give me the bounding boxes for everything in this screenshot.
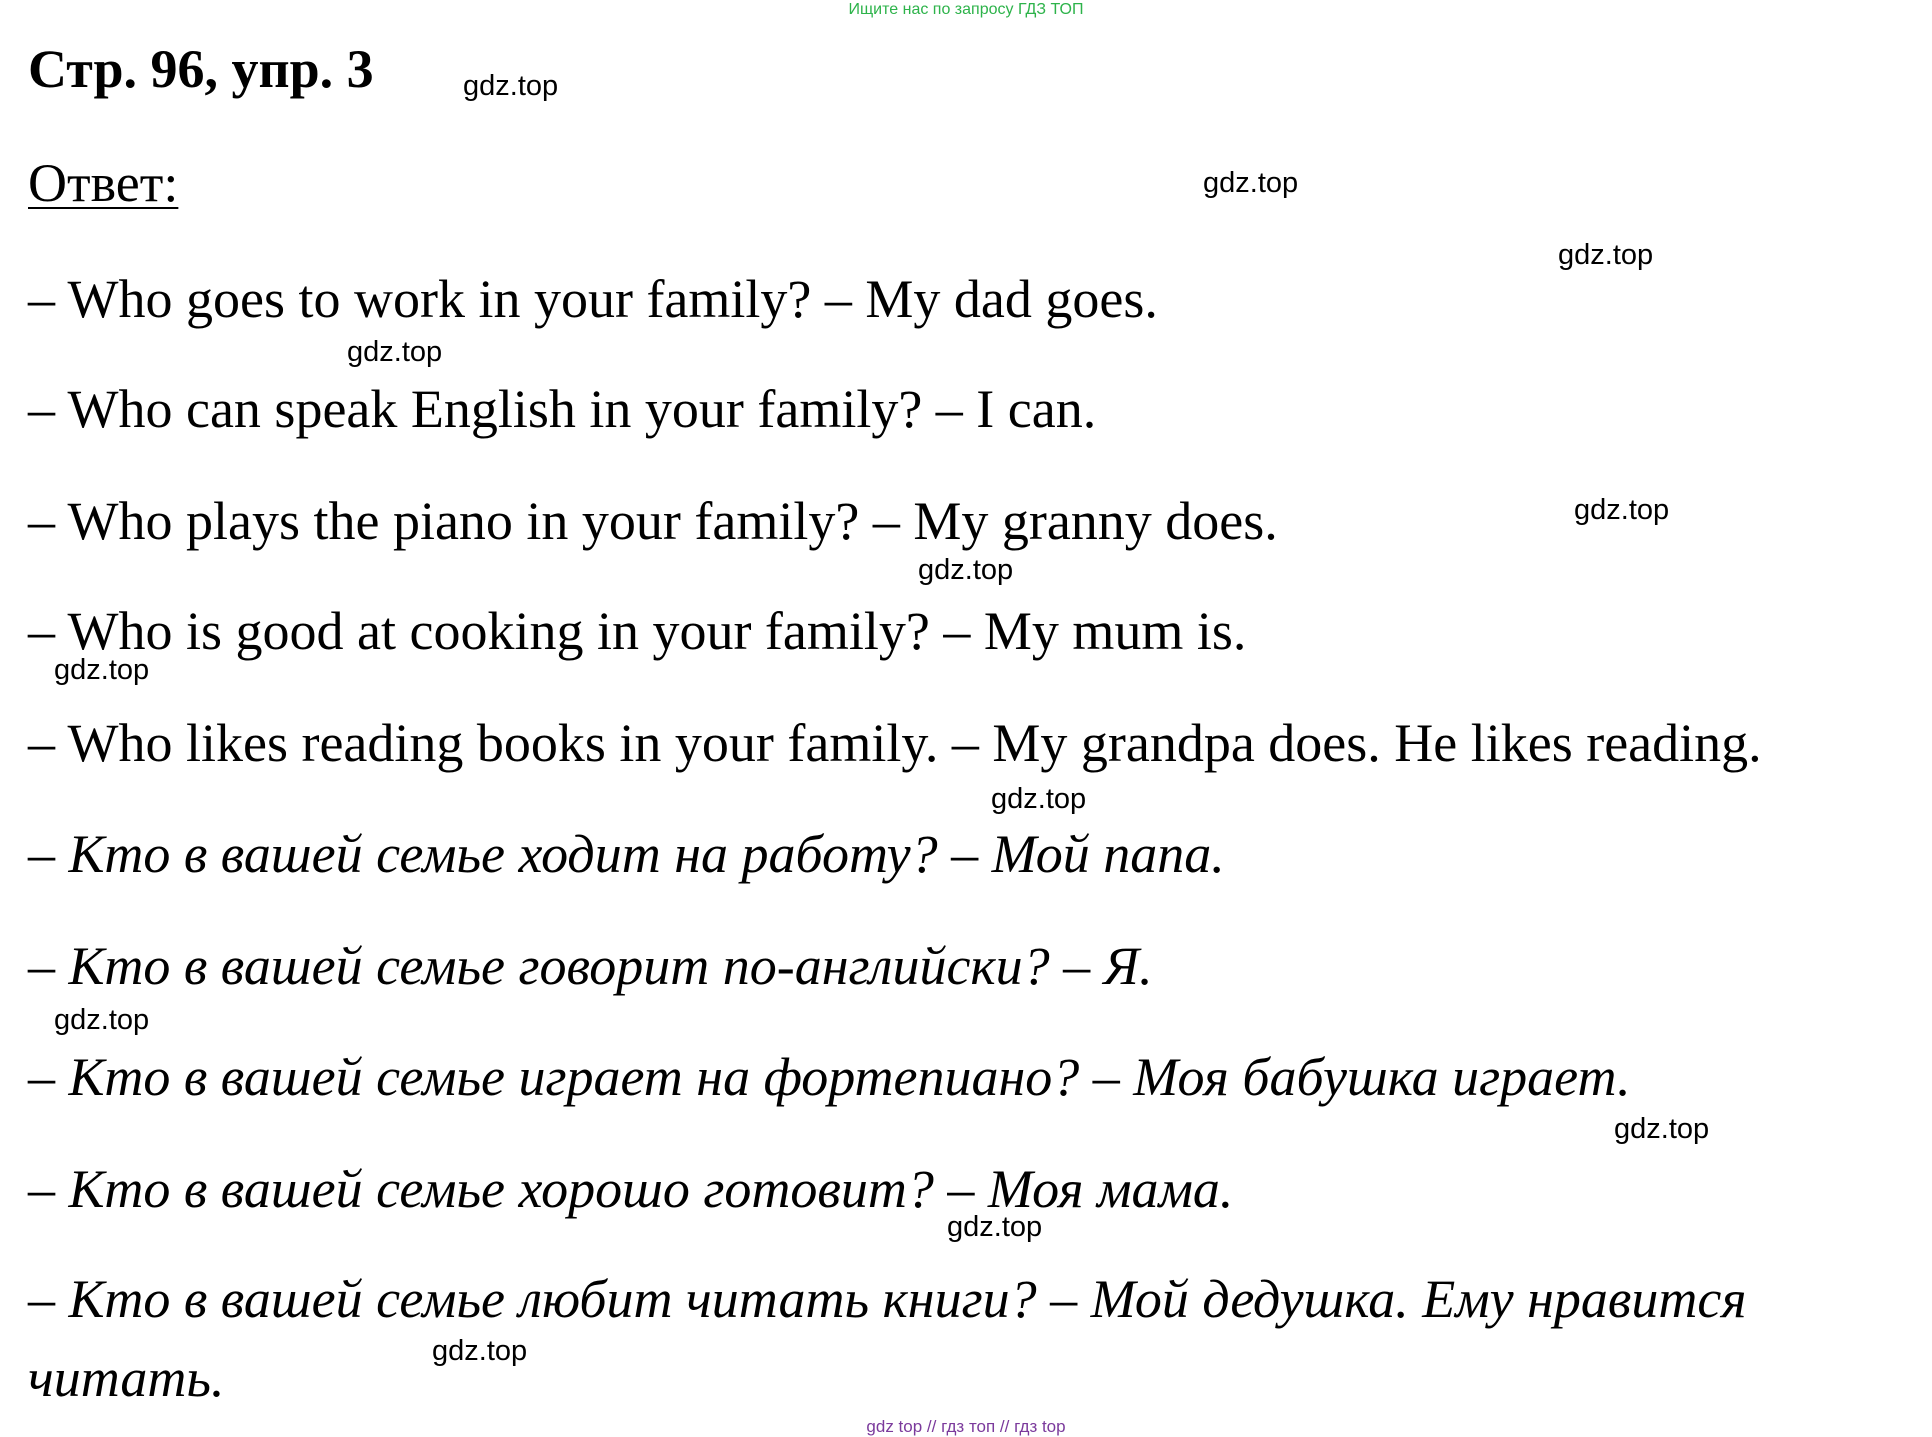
watermark: gdz.top [432, 1335, 528, 1367]
answer-line-en-1: – Who goes to work in your family? – My dad goes. [28, 269, 1158, 329]
watermark: gdz.top [1574, 494, 1670, 526]
footer: gdz top // гдз топ // гдз top [866, 1417, 1066, 1436]
watermark: gdz.top [918, 554, 1014, 586]
watermark: gdz.top [463, 70, 559, 102]
answer-line-en-2: – Who can speak English in your family? – I can. [28, 379, 1097, 439]
answer-line-ru-2: – Кто в вашей семье говорит по-английски? – Я. [28, 936, 1153, 996]
answer-line-ru-4: – Кто в вашей семье хорошо готовит? – Моя мама. [28, 1159, 1234, 1219]
watermark: gdz.top [1614, 1113, 1710, 1145]
page-title: Стр. 96, упр. 3 [28, 39, 374, 99]
answer-line-en-4: – Who is good at cooking in your family? – My mum is. [28, 601, 1247, 661]
watermark: gdz.top [347, 336, 443, 368]
answer-line-ru-6: читать. [28, 1348, 225, 1408]
watermark: gdz.top [1203, 167, 1299, 199]
answer-line-ru-3: – Кто в вашей семье играет на фортепиано? – Моя бабушка играет. [28, 1047, 1631, 1107]
answer-line-ru-5: – Кто в вашей семье любит читать книги? – Мой дедушка. Ему нравится [28, 1269, 1747, 1329]
answer-label: Ответ: [28, 153, 179, 213]
watermark: gdz.top [54, 654, 150, 686]
top-banner: Ищите нас по запросу ГДЗ ТОП [848, 1, 1084, 18]
answer-line-en-5: – Who likes reading books in your family. – My grandpa does. He likes reading. [28, 713, 1762, 773]
watermark: gdz.top [1558, 239, 1654, 271]
watermark: gdz.top [54, 1004, 150, 1036]
watermark: gdz.top [947, 1211, 1043, 1243]
answer-line-ru-1: – Кто в вашей семье ходит на работу? – Мой папа. [28, 824, 1225, 884]
answer-line-en-3: – Who plays the piano in your family? – My granny does. [28, 491, 1278, 551]
watermark: gdz.top [991, 783, 1087, 815]
